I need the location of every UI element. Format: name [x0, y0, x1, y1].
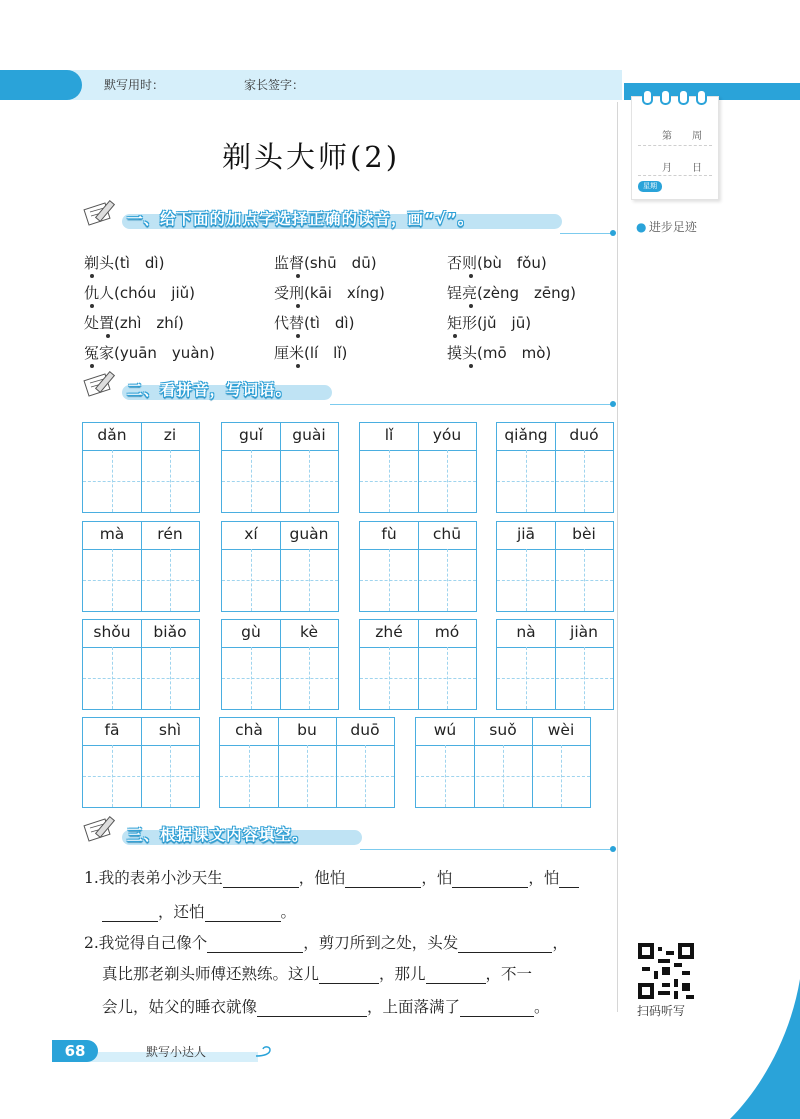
pronunciation-item[interactable]: 代替(tì dì): [274, 314, 355, 332]
guide-line: [447, 549, 448, 611]
divider: [638, 145, 712, 146]
guide-line: [251, 450, 252, 512]
calendar-date: 月 日: [662, 163, 702, 174]
pinyin-label: yóu: [432, 426, 462, 444]
guide-line: [309, 647, 310, 709]
pinyin-label: kè: [300, 623, 318, 641]
writing-box[interactable]: [496, 619, 614, 710]
qr-code-icon[interactable]: [638, 943, 694, 999]
guide-line: [309, 450, 310, 512]
writing-box[interactable]: [82, 422, 200, 513]
q2-text: 会儿，姑父的睡衣就像: [102, 998, 258, 1016]
qr-label: 扫码听写: [637, 1004, 686, 1018]
footprint-icon: ●: [636, 220, 649, 234]
section1-dot: [610, 230, 616, 236]
pinyin-label: fā: [104, 721, 120, 739]
section2-rule: [330, 404, 612, 405]
pinyin-label: guài: [292, 426, 326, 444]
q2-text: 。: [534, 998, 550, 1016]
guide-line: [365, 745, 366, 807]
writing-box[interactable]: [221, 422, 339, 513]
signature-label: 家长签字：: [244, 78, 305, 92]
progress-label: [636, 218, 697, 235]
calendar-card: [631, 96, 719, 200]
pinyin-label: nà: [516, 623, 536, 641]
answer-blank[interactable]: [458, 952, 552, 953]
guide-line: [170, 745, 171, 807]
guide-line: [170, 647, 171, 709]
pencil-icon: [82, 369, 120, 399]
q2-line1: [84, 931, 568, 953]
pinyin-label: biǎo: [153, 623, 187, 641]
calendar-week: 第 周: [662, 131, 702, 142]
guide-line: [526, 647, 527, 709]
section2-heading: 二、看拼音，写词语。: [127, 381, 293, 399]
pronunciation-item[interactable]: 剃头(tì dì): [84, 254, 165, 272]
pinyin-label: lǐ: [384, 426, 394, 444]
q2-text: ，那儿: [379, 965, 426, 983]
pinyin-label: bèi: [572, 525, 596, 543]
q2-text: 真比那老剃头师傅还熟练。这儿: [102, 965, 320, 983]
emphasis-dot: [469, 274, 473, 278]
emphasis-dot: [296, 304, 300, 308]
pinyin-label: wú: [433, 721, 457, 739]
pinyin-label: zi: [163, 426, 177, 444]
guide-line: [112, 745, 113, 807]
answer-blank[interactable]: [319, 983, 379, 984]
pinyin-label: xí: [244, 525, 258, 543]
pinyin-label: chū: [432, 525, 462, 543]
pronunciation-item[interactable]: 受刑(kāi xíng): [274, 284, 385, 302]
guide-line: [526, 450, 527, 512]
ring-icon: [642, 89, 653, 105]
section3-heading: 三、根据课文内容填空。: [127, 826, 309, 844]
pinyin-label: jiā: [516, 525, 536, 543]
pronunciation-item[interactable]: 仇人(chóu jiǔ): [84, 284, 195, 302]
pinyin-label: jiàn: [570, 623, 598, 641]
emphasis-dot: [296, 274, 300, 278]
pinyin-label: dǎn: [97, 426, 127, 444]
pinyin-label: fù: [381, 525, 397, 543]
writing-box[interactable]: [82, 619, 200, 710]
q2-text: ，不一: [485, 965, 533, 983]
pinyin-label: shǒu: [93, 623, 131, 641]
pinyin-label: gù: [241, 623, 261, 641]
q2-line2: [102, 962, 532, 984]
q1-text: ，怕: [421, 869, 453, 887]
guide-line: [112, 549, 113, 611]
guide-line: [389, 549, 390, 611]
section1-rule: [560, 233, 612, 234]
q1-text: ，他怕: [298, 869, 346, 887]
pinyin-label: duō: [350, 721, 380, 739]
answer-blank[interactable]: [460, 1016, 534, 1017]
guide-line: [112, 450, 113, 512]
guide-line: [389, 450, 390, 512]
margin-line: [617, 102, 618, 1012]
answer-blank[interactable]: [559, 887, 579, 888]
q2-text: ，上面落满了: [367, 998, 461, 1016]
pinyin-label: mó: [434, 623, 460, 641]
emphasis-dot: [469, 364, 473, 368]
section3-rule: [360, 849, 612, 850]
pinyin-label: guǐ: [239, 426, 263, 444]
guide-line: [584, 450, 585, 512]
pinyin-label: duó: [569, 426, 599, 444]
corner-decoration: [730, 979, 800, 1119]
header-band-cap: [0, 70, 82, 100]
emphasis-dot: [296, 334, 300, 338]
section2-dot: [610, 401, 616, 407]
pinyin-label: zhé: [375, 623, 403, 641]
emphasis-dot: [453, 334, 457, 338]
pinyin-label: suǒ: [489, 721, 517, 739]
answer-blank[interactable]: [426, 983, 486, 984]
writing-box[interactable]: [359, 422, 477, 513]
weekday-badge: 星期: [638, 181, 662, 192]
guide-line: [307, 745, 308, 807]
answer-blank[interactable]: [102, 921, 158, 922]
pronunciation-item[interactable]: 处置(zhì zhí): [84, 314, 184, 332]
pronunciation-item[interactable]: 监督(shū dū): [274, 254, 377, 272]
guide-line: [447, 647, 448, 709]
guide-line: [584, 647, 585, 709]
guide-line: [170, 450, 171, 512]
pronunciation-item[interactable]: 矩形(jǔ jū): [447, 314, 532, 332]
emphasis-dot: [90, 364, 94, 368]
section1-heading: 一、给下面的加点字选择正确的读音，画“√”。: [127, 210, 475, 228]
writing-box[interactable]: [359, 619, 477, 710]
q1-text: ，怕: [528, 869, 560, 887]
q1-text: 1.我的表弟小沙天生: [84, 869, 223, 887]
emphasis-dot: [296, 364, 300, 368]
q2-line3: [102, 995, 550, 1017]
emphasis-dot: [90, 274, 94, 278]
guide-line: [584, 549, 585, 611]
pronunciation-item[interactable]: 锃亮(zèng zēng): [447, 284, 576, 302]
writing-box[interactable]: [496, 422, 614, 513]
guide-line: [170, 549, 171, 611]
writing-box[interactable]: [496, 521, 614, 612]
answer-blank[interactable]: [257, 1016, 367, 1017]
progress-text: 进步足迹: [648, 220, 697, 234]
pinyin-label: wèi: [547, 721, 575, 739]
pinyin-label: guàn: [289, 525, 329, 543]
answer-blank[interactable]: [223, 887, 299, 888]
q2-text: ，: [552, 934, 568, 952]
pronunciation-item[interactable]: 摸头(mō mò): [447, 344, 552, 362]
q1-line1: [84, 866, 579, 888]
writing-box[interactable]: [221, 619, 339, 710]
pinyin-label: rén: [157, 525, 183, 543]
answer-blank[interactable]: [452, 887, 528, 888]
guide-line: [503, 745, 504, 807]
q1-text: 。: [280, 903, 297, 921]
ring-icon: [660, 89, 671, 105]
answer-blank[interactable]: [345, 887, 421, 888]
section3-dot: [610, 846, 616, 852]
divider: [638, 175, 712, 176]
writing-box[interactable]: [359, 521, 477, 612]
pinyin-label: qiǎng: [504, 426, 548, 444]
guide-line: [251, 549, 252, 611]
time-label: 默写用时：: [104, 78, 165, 92]
q2-text: 2.我觉得自己像个: [84, 934, 208, 952]
guide-line: [251, 647, 252, 709]
pinyin-label: bu: [297, 721, 317, 739]
ring-icon: [696, 89, 707, 105]
emphasis-dot: [90, 304, 94, 308]
writing-box[interactable]: [82, 717, 200, 808]
pronunciation-item[interactable]: 厘米(lí lǐ): [274, 344, 348, 362]
pencil-icon: [82, 814, 120, 844]
guide-line: [445, 745, 446, 807]
q2-text: ，剪刀所到之处，头发: [303, 934, 459, 952]
pronunciation-item[interactable]: 冤家(yuān yuàn): [84, 344, 215, 362]
pencil-icon: [82, 198, 120, 228]
guide-line: [447, 450, 448, 512]
guide-line: [526, 549, 527, 611]
guide-line: [561, 745, 562, 807]
writing-box[interactable]: [219, 717, 395, 808]
q1-text: ，还怕: [158, 903, 205, 921]
page-number: 68: [52, 1040, 98, 1062]
writing-box[interactable]: [82, 521, 200, 612]
emphasis-dot: [469, 304, 473, 308]
writing-box[interactable]: [415, 717, 591, 808]
ring-icon: [678, 89, 689, 105]
header-band: [0, 70, 622, 100]
guide-line: [389, 647, 390, 709]
guide-line: [249, 745, 250, 807]
writing-box[interactable]: [221, 521, 339, 612]
guide-line: [309, 549, 310, 611]
pinyin-label: mà: [99, 525, 125, 543]
page-title: 剃头大师(2): [221, 140, 401, 174]
answer-blank[interactable]: [205, 921, 281, 922]
pinyin-label: chà: [235, 721, 263, 739]
book-label: 默写小达人: [146, 1045, 207, 1059]
pinyin-label: shì: [158, 721, 182, 739]
guide-line: [112, 647, 113, 709]
emphasis-dot: [106, 334, 110, 338]
pronunciation-item[interactable]: 否则(bù fǒu): [447, 254, 547, 272]
curl-icon: [254, 1044, 274, 1058]
answer-blank[interactable]: [207, 952, 303, 953]
q1-line2: [102, 900, 296, 922]
